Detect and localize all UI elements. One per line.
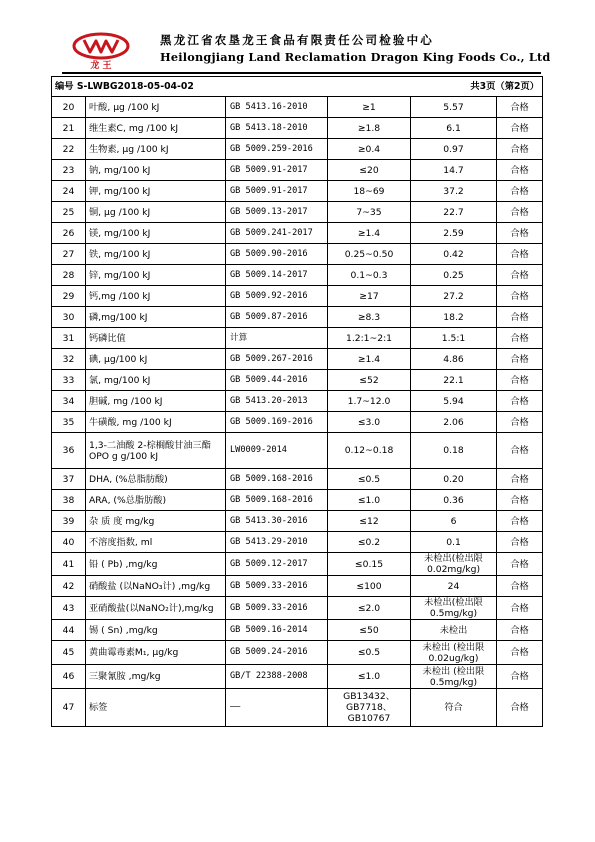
requirement: 18~69 xyxy=(328,181,411,202)
row-number: 36 xyxy=(52,433,86,469)
verdict: 合格 xyxy=(497,202,543,223)
row-number: 23 xyxy=(52,160,86,181)
test-method: GB 5009.33-2016 xyxy=(226,597,328,620)
verdict: 合格 xyxy=(497,160,543,181)
test-result: 22.1 xyxy=(411,370,497,391)
test-method: GB 5009.13-2017 xyxy=(226,202,328,223)
verdict: 合格 xyxy=(497,391,543,412)
verdict: 合格 xyxy=(497,576,543,597)
test-item: 杂 质 度 mg/kg xyxy=(86,511,226,532)
test-method: GB 5009.87-2016 xyxy=(226,307,328,328)
verdict: 合格 xyxy=(497,307,543,328)
test-method: GB 5009.168-2016 xyxy=(226,490,328,511)
verdict: 合格 xyxy=(497,181,543,202)
verdict: 合格 xyxy=(497,139,543,160)
verdict: 合格 xyxy=(497,265,543,286)
test-result: 27.2 xyxy=(411,286,497,307)
test-method: —— xyxy=(226,689,328,727)
test-item: 胆碱, mg /100 kJ xyxy=(86,391,226,412)
test-result: 未检出(检出限0.02mg/kg) xyxy=(411,553,497,576)
test-result: 14.7 xyxy=(411,160,497,181)
test-result: 24 xyxy=(411,576,497,597)
table-row xyxy=(52,576,543,597)
row-number: 44 xyxy=(52,620,86,641)
test-item: 铁, mg/100 kJ xyxy=(86,244,226,265)
test-item: 黄曲霉毒素M₁, μg/kg xyxy=(86,641,226,665)
test-method: GB 5009.44-2016 xyxy=(226,370,328,391)
test-result: 0.42 xyxy=(411,244,497,265)
test-result: 2.59 xyxy=(411,223,497,244)
test-item: 铜, μg /100 kJ xyxy=(86,202,226,223)
test-result: 5.94 xyxy=(411,391,497,412)
row-number: 35 xyxy=(52,412,86,433)
table-row xyxy=(52,620,543,641)
row-number: 22 xyxy=(52,139,86,160)
test-method: GB 5009.16-2014 xyxy=(226,620,328,641)
test-item: 磷,mg/100 kJ xyxy=(86,307,226,328)
test-result: 22.7 xyxy=(411,202,497,223)
row-number: 37 xyxy=(52,469,86,490)
test-method: GB 5009.91-2017 xyxy=(226,181,328,202)
company-logo xyxy=(70,32,132,70)
test-result: 18.2 xyxy=(411,307,497,328)
test-item: 牛磺酸, mg /100 kJ xyxy=(86,412,226,433)
test-result: 0.18 xyxy=(411,433,497,469)
test-method: LW0009-2014 xyxy=(226,433,328,469)
table-row xyxy=(52,597,543,620)
row-number: 46 xyxy=(52,665,86,689)
table-row xyxy=(52,328,543,349)
verdict: 合格 xyxy=(497,597,543,620)
test-method: GB 5009.24-2016 xyxy=(226,641,328,665)
test-method: GB 5009.169-2016 xyxy=(226,412,328,433)
verdict: 合格 xyxy=(497,511,543,532)
test-item: 不溶度指数, ml xyxy=(86,532,226,553)
row-number: 38 xyxy=(52,490,86,511)
verdict: 合格 xyxy=(497,223,543,244)
table-row xyxy=(52,286,543,307)
test-item: ARA, (%总脂肪酸) xyxy=(86,490,226,511)
row-number: 25 xyxy=(52,202,86,223)
test-result: 6.1 xyxy=(411,118,497,139)
table-row xyxy=(52,139,543,160)
test-item: 1,3-二油酸 2-棕榈酸甘油三酯 OPO g g/100 kJ xyxy=(86,433,226,469)
test-result: 0.36 xyxy=(411,490,497,511)
table-row xyxy=(52,391,543,412)
requirement: ≤52 xyxy=(328,370,411,391)
test-method: GB 5413.16-2010 xyxy=(226,97,328,118)
table-row xyxy=(52,181,543,202)
header-rule xyxy=(62,72,541,74)
verdict: 合格 xyxy=(497,641,543,665)
requirement: 7~35 xyxy=(328,202,411,223)
requirement: ≤0.2 xyxy=(328,532,411,553)
requirement: ≤0.5 xyxy=(328,469,411,490)
table-row xyxy=(52,553,543,576)
requirement: ≥1.8 xyxy=(328,118,411,139)
test-item: 标签 xyxy=(86,689,226,727)
test-result: 0.20 xyxy=(411,469,497,490)
test-item: 锡 ( Sn) ,mg/kg xyxy=(86,620,226,641)
table-row xyxy=(52,689,543,727)
test-method: GB 5009.12-2017 xyxy=(226,553,328,576)
letterhead xyxy=(62,28,551,72)
test-item: 叶酸, μg /100 kJ xyxy=(86,97,226,118)
test-method: GB 5009.14-2017 xyxy=(226,265,328,286)
requirement: ≥1.4 xyxy=(328,349,411,370)
verdict: 合格 xyxy=(497,370,543,391)
table-row xyxy=(52,349,543,370)
requirement: ≤3.0 xyxy=(328,412,411,433)
table-row xyxy=(52,118,543,139)
test-method: GB 5009.259-2016 xyxy=(226,139,328,160)
requirement: ≥0.4 xyxy=(328,139,411,160)
row-number: 33 xyxy=(52,370,86,391)
svg-text:龙 王: 龙 王 xyxy=(90,61,112,70)
table-row xyxy=(52,469,543,490)
table-row xyxy=(52,412,543,433)
verdict: 合格 xyxy=(497,620,543,641)
table-row xyxy=(52,160,543,181)
row-number: 30 xyxy=(52,307,86,328)
verdict: 合格 xyxy=(497,97,543,118)
row-number: 47 xyxy=(52,689,86,727)
test-item: 钠, mg/100 kJ xyxy=(86,160,226,181)
requirement: 0.1~0.3 xyxy=(328,265,411,286)
requirement: ≥1 xyxy=(328,97,411,118)
test-item: 镁, mg/100 kJ xyxy=(86,223,226,244)
test-result: 2.06 xyxy=(411,412,497,433)
table-row xyxy=(52,202,543,223)
test-results-table xyxy=(51,76,543,727)
requirement: ≥17 xyxy=(328,286,411,307)
requirement: ≤2.0 xyxy=(328,597,411,620)
report-number: 编号 S-LWBG2018-05-04-02 xyxy=(55,81,194,92)
table-row xyxy=(52,532,543,553)
test-method: GB 5009.168-2016 xyxy=(226,469,328,490)
test-method: GB 5009.90-2016 xyxy=(226,244,328,265)
organization-name-en: Heilongjiang Land Reclamation Dragon King Foods Co., Ltd xyxy=(160,50,551,64)
test-item: 三聚氰胺 ,mg/kg xyxy=(86,665,226,689)
report-meta-row xyxy=(52,77,543,97)
test-item: DHA, (%总脂肪酸) xyxy=(86,469,226,490)
test-result: 1.5:1 xyxy=(411,328,497,349)
test-result: 0.97 xyxy=(411,139,497,160)
verdict: 合格 xyxy=(497,490,543,511)
requirement: ≤0.5 xyxy=(328,641,411,665)
test-item: 锌, mg/100 kJ xyxy=(86,265,226,286)
test-result: 未检出 (检出限0.02ug/kg) xyxy=(411,641,497,665)
requirement: 0.12~0.18 xyxy=(328,433,411,469)
verdict: 合格 xyxy=(497,433,543,469)
requirement: ≥8.3 xyxy=(328,307,411,328)
requirement: GB13432、GB7718、GB10767 xyxy=(328,689,411,727)
test-method: GB 5009.33-2016 xyxy=(226,576,328,597)
row-number: 40 xyxy=(52,532,86,553)
row-number: 21 xyxy=(52,118,86,139)
test-item: 钾, mg/100 kJ xyxy=(86,181,226,202)
table-row xyxy=(52,265,543,286)
verdict: 合格 xyxy=(497,689,543,727)
requirement: ≤100 xyxy=(328,576,411,597)
table-row xyxy=(52,511,543,532)
table-row xyxy=(52,433,543,469)
verdict: 合格 xyxy=(497,118,543,139)
test-item: 硝酸盐 (以NaNO₃计) ,mg/kg xyxy=(86,576,226,597)
row-number: 26 xyxy=(52,223,86,244)
test-result: 0.25 xyxy=(411,265,497,286)
test-method: GB 5009.267-2016 xyxy=(226,349,328,370)
test-method: GB 5413.18-2010 xyxy=(226,118,328,139)
test-item: 铅 ( Pb) ,mg/kg xyxy=(86,553,226,576)
test-method: GB 5413.29-2010 xyxy=(226,532,328,553)
test-result: 0.1 xyxy=(411,532,497,553)
verdict: 合格 xyxy=(497,469,543,490)
test-method: GB 5413.30-2016 xyxy=(226,511,328,532)
test-result: 6 xyxy=(411,511,497,532)
row-number: 42 xyxy=(52,576,86,597)
test-item: 氯, mg/100 kJ xyxy=(86,370,226,391)
test-method: GB/T 22388-2008 xyxy=(226,665,328,689)
verdict: 合格 xyxy=(497,286,543,307)
row-number: 29 xyxy=(52,286,86,307)
verdict: 合格 xyxy=(497,412,543,433)
test-result: 未检出 xyxy=(411,620,497,641)
test-item: 亚硝酸盐(以NaNO₂计),mg/kg xyxy=(86,597,226,620)
requirement: ≤1.0 xyxy=(328,665,411,689)
test-result: 5.57 xyxy=(411,97,497,118)
requirement: ≤0.15 xyxy=(328,553,411,576)
verdict: 合格 xyxy=(497,532,543,553)
verdict: 合格 xyxy=(497,244,543,265)
test-result: 未检出 (检出限0.5mg/kg) xyxy=(411,665,497,689)
row-number: 45 xyxy=(52,641,86,665)
requirement: ≤50 xyxy=(328,620,411,641)
table-row xyxy=(52,490,543,511)
table-row xyxy=(52,641,543,665)
verdict: 合格 xyxy=(497,665,543,689)
test-method: GB 5009.241-2017 xyxy=(226,223,328,244)
test-item: 钙磷比值 xyxy=(86,328,226,349)
test-method: GB 5009.92-2016 xyxy=(226,286,328,307)
test-method: 计算 xyxy=(226,328,328,349)
row-number: 24 xyxy=(52,181,86,202)
table-row xyxy=(52,244,543,265)
test-item: 维生素C, mg /100 kJ xyxy=(86,118,226,139)
row-number: 28 xyxy=(52,265,86,286)
table-row xyxy=(52,370,543,391)
requirement: ≤1.0 xyxy=(328,490,411,511)
test-item: 碘, μg/100 kJ xyxy=(86,349,226,370)
table-row xyxy=(52,665,543,689)
requirement: ≤20 xyxy=(328,160,411,181)
verdict: 合格 xyxy=(497,349,543,370)
test-result: 37.2 xyxy=(411,181,497,202)
organization-name-cn: 黑龙江省农垦龙王食品有限责任公司检验中心 xyxy=(160,33,434,47)
requirement: ≤12 xyxy=(328,511,411,532)
row-number: 32 xyxy=(52,349,86,370)
row-number: 27 xyxy=(52,244,86,265)
table-row xyxy=(52,97,543,118)
test-result: 未检出(检出限0.5mg/kg) xyxy=(411,597,497,620)
requirement: ≥1.4 xyxy=(328,223,411,244)
test-method: GB 5009.91-2017 xyxy=(226,160,328,181)
verdict: 合格 xyxy=(497,553,543,576)
row-number: 20 xyxy=(52,97,86,118)
row-number: 34 xyxy=(52,391,86,412)
requirement: 1.2:1~2:1 xyxy=(328,328,411,349)
table-row xyxy=(52,307,543,328)
row-number: 39 xyxy=(52,511,86,532)
test-item: 生物素, μg /100 kJ xyxy=(86,139,226,160)
row-number: 43 xyxy=(52,597,86,620)
row-number: 31 xyxy=(52,328,86,349)
verdict: 合格 xyxy=(497,328,543,349)
requirement: 0.25~0.50 xyxy=(328,244,411,265)
test-result: 符合 xyxy=(411,689,497,727)
page-indicator: 共3页（第2页） xyxy=(470,81,540,92)
table-row xyxy=(52,223,543,244)
requirement: 1.7~12.0 xyxy=(328,391,411,412)
row-number: 41 xyxy=(52,553,86,576)
test-result: 4.86 xyxy=(411,349,497,370)
test-method: GB 5413.20-2013 xyxy=(226,391,328,412)
test-item: 钙,mg /100 kJ xyxy=(86,286,226,307)
